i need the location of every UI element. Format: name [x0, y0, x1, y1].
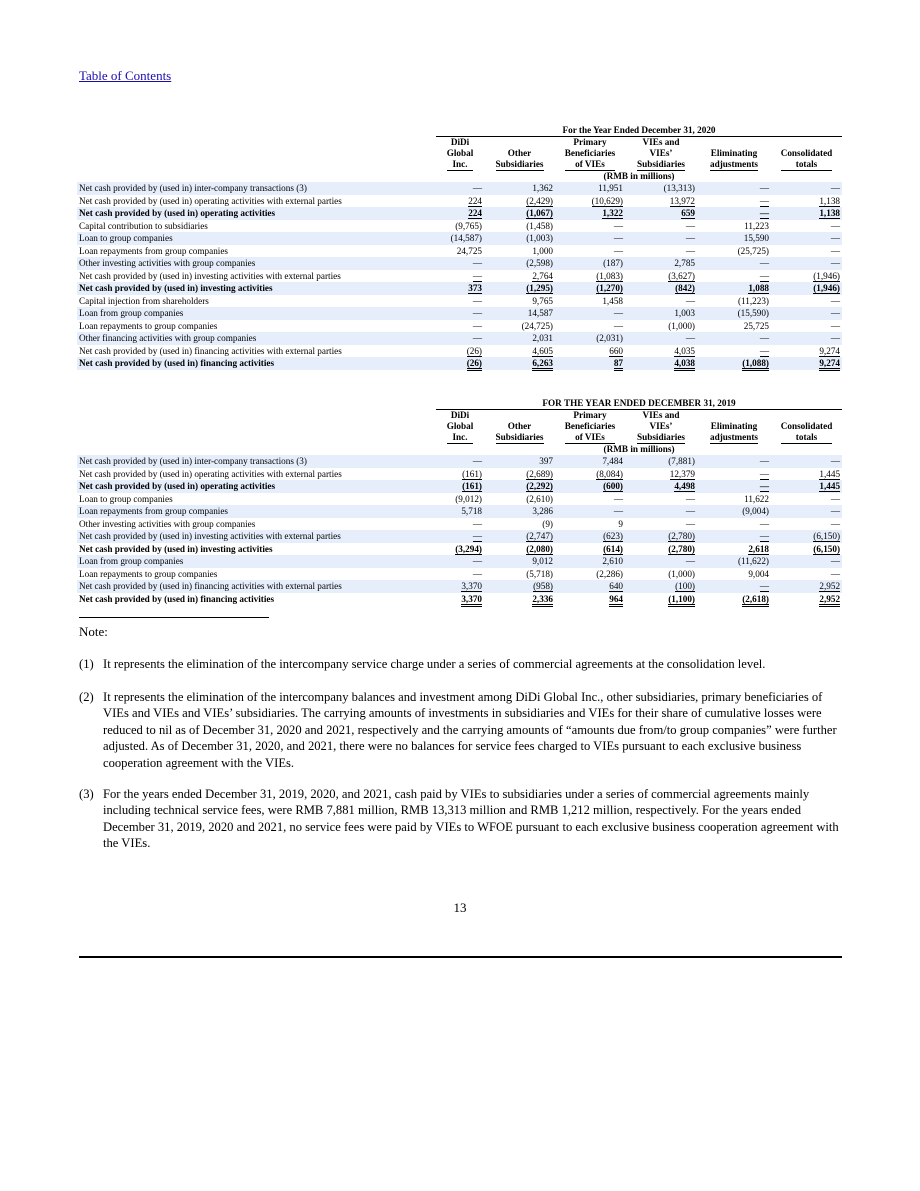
cell-value: (1,458): [526, 220, 553, 231]
cash-flow-table-2019: [77, 398, 842, 605]
cell-value: 2,764: [532, 270, 553, 281]
cell-value: —: [613, 245, 623, 256]
footnote-3: [79, 786, 844, 852]
cell-value: —: [697, 580, 771, 593]
row-label: Net cash provided by (used in) financing activities with external parties: [79, 345, 342, 356]
cell-value: 397: [484, 455, 555, 468]
cell-value: 1,138: [771, 207, 842, 220]
column-header: DiDi Global Inc.: [446, 410, 474, 442]
cell-value: —: [436, 307, 484, 320]
row-label: Net cash provided by (used in) operating activities with external parties: [79, 468, 342, 479]
column-header: Consolidated totals: [780, 148, 833, 169]
cell-value: —: [697, 332, 771, 345]
cell-value: —: [472, 295, 482, 306]
cell-value: 14,587: [484, 307, 555, 320]
footnote-text: It represents the elimination of the intercompany service charge under a series of commercial agreements at the consolidation level.: [103, 657, 766, 671]
cell-value: (6,150): [813, 543, 841, 554]
footnote-number: (1): [79, 657, 94, 671]
cell-value: 1,138: [819, 195, 840, 206]
cell-value: 5,718: [436, 505, 484, 518]
row-label: Net cash provided by (used in) investing activities: [77, 282, 436, 295]
note-divider: [79, 617, 269, 618]
cell-value: (9,765): [455, 220, 482, 231]
cell-value: —: [771, 232, 842, 245]
cell-value: —: [685, 245, 695, 256]
cell-value: —: [759, 345, 769, 356]
cell-value: —: [697, 530, 771, 543]
column-headers: [77, 137, 842, 172]
cell-value: —: [613, 220, 623, 231]
table-row: [77, 282, 842, 295]
cell-value: (9): [542, 518, 553, 529]
cell-value: 11,951: [555, 182, 625, 195]
cell-value: 660: [609, 345, 623, 356]
cell-value: (2,689): [526, 468, 553, 479]
cell-value: —: [697, 182, 771, 195]
table-period-header: FOR THE YEAR ENDED DECEMBER 31, 2019: [436, 398, 842, 410]
footnote-1: [79, 656, 844, 672]
cell-value: (623): [555, 530, 625, 543]
cell-value: 640: [555, 580, 625, 593]
cell-value: (2,780): [668, 543, 695, 554]
row-label: Capital contribution to subsidiaries: [79, 220, 208, 231]
cell-value: —: [830, 320, 840, 331]
footnote-text: For the years ended December 31, 2019, 2020, and 2021, cash paid by VIEs to subsidiaries under a series of commercial agreements mainly including technical service fees, were RMB 7,881 million, RMB 13,313 million and RMB 1,212 million, respectively. For the years ended December 31, 2019, 2020 and 2021, no service fees were paid by VIEs to WFOE pursuant to each exclusive business cooperation agreement with the VIEs.: [103, 787, 839, 851]
cell-value: 2,618: [748, 543, 769, 554]
cell-value: (1,946): [771, 282, 842, 295]
row-label: Loan from group companies: [77, 307, 436, 320]
cell-value: (2,747): [484, 530, 555, 543]
table-row: [77, 593, 842, 606]
cell-value: 964: [555, 593, 625, 606]
cell-value: (3,294): [455, 543, 482, 554]
cell-value: 7,484: [555, 455, 625, 468]
row-label: Net cash provided by (used in) investing activities: [79, 543, 273, 554]
cell-value: (3,627): [668, 270, 695, 281]
cell-value: —: [436, 182, 484, 195]
row-label: Net cash provided by (used in) financing activities: [79, 593, 275, 604]
cell-value: 2,336: [484, 593, 555, 606]
cell-value: 11,223: [744, 220, 769, 231]
cell-value: 659: [625, 207, 697, 220]
cell-value: —: [685, 220, 695, 231]
cell-value: (600): [555, 480, 625, 493]
table-row: [77, 345, 842, 358]
footnote-text: It represents the elimination of the intercompany balances and investment among DiDi Global Inc., other subsidiaries, primary beneficiaries of VIEs and VIEs and VIEs’ subsidiaries. The carrying amounts of investments in subsidiaries and VIEs for their share of cumulative losses were reduced to nil as of December 31, 2020 and 2021, respectively and the carrying amounts of “amounts due from/to group companies” were further adjusted. As of December 31, 2020, and 2021, there were no balances for service fees charged to VIEs pursuant to each exclusive business cooperation agreement with the VIEs.: [103, 690, 837, 770]
column-header: Primary Beneficiaries of VIEs: [564, 410, 616, 442]
row-label: Net cash provided by (used in) investing activities with external parties: [77, 530, 436, 543]
cell-value: —: [759, 468, 769, 479]
row-label: Other financing activities with group companies: [77, 332, 436, 345]
cell-value: (2,618): [697, 593, 771, 606]
column-header: Consolidated totals: [780, 421, 833, 442]
cell-value: (1,100): [625, 593, 697, 606]
page-bottom-rule: [79, 956, 842, 958]
cell-value: (25,725): [737, 245, 769, 256]
cell-value: 9,274: [819, 345, 840, 356]
table-row: [77, 568, 842, 581]
cell-value: (161): [436, 480, 484, 493]
row-label: Net cash provided by (used in) financing activities: [77, 357, 436, 370]
page-number: 13: [453, 900, 467, 915]
cell-value: —: [771, 555, 842, 568]
row-label: Net cash provided by (used in) operating activities with external parties: [79, 195, 342, 206]
cell-value: —: [697, 455, 771, 468]
cell-value: —: [830, 295, 840, 306]
cell-value: (842): [625, 282, 697, 295]
row-label: Capital injection from shareholders: [79, 295, 209, 306]
cell-value: (9,004): [697, 505, 771, 518]
cell-value: 4,038: [625, 357, 697, 370]
table-row: [77, 320, 842, 333]
column-header: Eliminating adjustments: [710, 148, 758, 169]
row-label: Loan to group companies: [77, 232, 436, 245]
cell-value: —: [555, 505, 625, 518]
table-row: [77, 518, 842, 531]
table-row: [77, 232, 842, 245]
cell-value: 87: [555, 357, 625, 370]
cell-value: 2,610: [555, 555, 625, 568]
row-label: Loan to group companies: [79, 493, 173, 504]
cell-value: (24,725): [521, 320, 553, 331]
table-row: [77, 455, 842, 468]
row-label: Other investing activities with group companies: [77, 257, 436, 270]
cell-value: 1,362: [484, 182, 555, 195]
cell-value: (2,780): [625, 530, 697, 543]
cell-value: —: [830, 220, 840, 231]
cell-value: 373: [436, 282, 484, 295]
cell-value: (9,012): [455, 493, 482, 504]
cell-value: —: [771, 505, 842, 518]
table-row: [77, 195, 842, 208]
cell-value: (6,150): [771, 530, 842, 543]
cell-value: 3,370: [436, 593, 484, 606]
column-header: Eliminating adjustments: [710, 421, 758, 442]
cell-value: —: [625, 505, 697, 518]
table-row: [77, 332, 842, 345]
row-label: Loan from group companies: [77, 555, 436, 568]
cell-value: 4,498: [625, 480, 697, 493]
cell-value: —: [685, 518, 695, 529]
cell-value: 1,322: [555, 207, 625, 220]
cell-value: (2,429): [526, 195, 553, 206]
cell-value: —: [555, 232, 625, 245]
table-row: [77, 245, 842, 258]
cell-value: 224: [468, 195, 482, 206]
footnote-number: (3): [79, 787, 94, 801]
cell-value: (958): [484, 580, 555, 593]
cell-value: 4,605: [532, 345, 553, 356]
cell-value: (7,881): [625, 455, 697, 468]
cell-value: —: [685, 493, 695, 504]
note-title: Note:: [79, 624, 108, 639]
column-header: Other Subsidiaries: [495, 148, 544, 169]
cell-value: (1,295): [484, 282, 555, 295]
column-header: Other Subsidiaries: [495, 421, 544, 442]
cell-value: —: [697, 480, 771, 493]
cell-value: (15,590): [697, 307, 771, 320]
cell-value: (187): [555, 257, 625, 270]
cell-value: —: [472, 320, 482, 331]
cell-value: (26): [436, 357, 484, 370]
table-row: [77, 580, 842, 593]
cell-value: —: [472, 270, 482, 281]
cell-value: (1,083): [596, 270, 623, 281]
row-label: Loan repayments from group companies: [79, 245, 228, 256]
cell-value: —: [759, 518, 769, 529]
row-label: Other investing activities with group companies: [79, 518, 256, 529]
cell-value: —: [697, 207, 771, 220]
cell-value: (8,084): [596, 468, 623, 479]
row-label: Net cash provided by (used in) investing activities with external parties: [79, 270, 341, 281]
cell-value: (5,718): [526, 568, 553, 579]
cell-value: (2,286): [596, 568, 623, 579]
cell-value: 2,031: [484, 332, 555, 345]
table-row: [77, 493, 842, 506]
cell-value: 9: [618, 518, 623, 529]
table-row: [77, 220, 842, 233]
cell-value: 1,000: [532, 245, 553, 256]
cell-value: 3,370: [436, 580, 484, 593]
cell-value: (161): [462, 468, 482, 479]
cell-value: 9,004: [748, 568, 769, 579]
cash-flow-table-2020: [77, 125, 842, 370]
cell-value: —: [436, 332, 484, 345]
table-row: [77, 480, 842, 493]
table-row: [77, 307, 842, 320]
footnote-2: [79, 689, 844, 771]
cell-value: —: [759, 195, 769, 206]
table-row: [77, 468, 842, 481]
cell-value: (1,000): [668, 320, 695, 331]
cell-value: 1,458: [602, 295, 623, 306]
table-of-contents-link[interactable]: Table of Contents: [79, 68, 172, 83]
table-row: [77, 555, 842, 568]
row-label: Loan repayments to group companies: [79, 320, 218, 331]
cell-value: (1,088): [697, 357, 771, 370]
cell-value: 15,590: [697, 232, 771, 245]
cell-value: —: [436, 530, 484, 543]
cell-value: 224: [436, 207, 484, 220]
cell-value: (1,003): [484, 232, 555, 245]
cell-value: (614): [603, 543, 623, 554]
cell-value: 25,725: [743, 320, 769, 331]
cell-value: (1,067): [484, 207, 555, 220]
cell-value: 9,765: [532, 295, 553, 306]
table-row: [77, 530, 842, 543]
cell-value: 4,035: [674, 345, 695, 356]
cell-value: —: [830, 493, 841, 504]
cell-value: —: [771, 455, 842, 468]
cell-value: —: [697, 257, 771, 270]
cell-value: —: [830, 518, 841, 529]
cell-value: (100): [625, 580, 697, 593]
cell-value: —: [759, 270, 769, 281]
cell-value: (2,610): [526, 493, 553, 504]
cell-value: —: [830, 245, 840, 256]
cell-value: 2,952: [771, 580, 842, 593]
cell-value: —: [771, 307, 842, 320]
row-label: Net cash provided by (used in) operating activities: [77, 207, 436, 220]
cell-value: —: [625, 332, 697, 345]
cell-value: —: [830, 568, 841, 579]
row-label: Net cash provided by (used in) inter-company transactions (3): [77, 182, 436, 195]
table-row: [77, 270, 842, 283]
cell-value: —: [613, 320, 623, 331]
column-header: Primary Beneficiaries of VIEs: [564, 137, 616, 169]
cell-value: (14,587): [436, 232, 484, 245]
cell-value: (1,946): [813, 270, 840, 281]
cell-value: (11,223): [737, 295, 769, 306]
cell-value: —: [625, 232, 697, 245]
cell-value: 12,379: [669, 468, 695, 479]
cell-value: —: [613, 493, 623, 504]
column-header: VIEs and VIEs’ Subsidiaries: [637, 410, 685, 442]
cell-value: 1,445: [771, 480, 842, 493]
cell-value: 2,785: [625, 257, 697, 270]
cell-value: (2,598): [484, 257, 555, 270]
cell-value: (10,629): [591, 195, 623, 206]
table-row: [77, 295, 842, 308]
cell-value: —: [436, 555, 484, 568]
cell-value: 1,445: [819, 468, 841, 479]
table-row: [77, 505, 842, 518]
cell-value: (1,000): [668, 568, 695, 579]
table-period-header: For the Year Ended December 31, 2020: [436, 125, 842, 137]
table-row: [77, 543, 842, 556]
cell-value: 24,725: [456, 245, 482, 256]
cell-value: (2,080): [526, 543, 553, 554]
row-label: Net cash provided by (used in) financing activities with external parties: [77, 580, 436, 593]
cell-value: —: [771, 182, 842, 195]
cell-value: (11,622): [697, 555, 771, 568]
cell-value: —: [472, 568, 482, 579]
cell-value: 13,972: [669, 195, 695, 206]
table-row: [77, 357, 842, 370]
cell-value: 9,274: [771, 357, 842, 370]
cell-value: —: [436, 455, 484, 468]
cell-value: (13,313): [625, 182, 697, 195]
cell-value: —: [472, 518, 482, 529]
column-headers: [77, 410, 842, 445]
cell-value: —: [436, 257, 484, 270]
cell-value: (2,292): [484, 480, 555, 493]
row-label: Net cash provided by (used in) operating activities: [77, 480, 436, 493]
table-row: [77, 257, 842, 270]
row-label: Loan repayments to group companies: [79, 568, 218, 579]
cell-value: —: [685, 295, 695, 306]
cell-value: —: [771, 332, 842, 345]
column-header: VIEs and VIEs’ Subsidiaries: [637, 137, 685, 169]
column-header: DiDi Global Inc.: [446, 137, 474, 169]
unit-label: (RMB in millions): [603, 444, 675, 454]
unit-label: (RMB in millions): [603, 171, 675, 181]
cell-value: 2,952: [771, 593, 842, 606]
cell-value: 3,286: [484, 505, 555, 518]
cell-value: —: [555, 307, 625, 320]
cell-value: (26): [466, 345, 482, 356]
row-label: Net cash provided by (used in) inter-company transactions (3): [77, 455, 436, 468]
cell-value: 6,263: [484, 357, 555, 370]
row-label: Loan repayments from group companies: [77, 505, 436, 518]
cell-value: —: [625, 555, 697, 568]
cell-value: (2,031): [555, 332, 625, 345]
cell-value: —: [771, 257, 842, 270]
cell-value: 1,088: [697, 282, 771, 295]
table-row: [77, 207, 842, 220]
table-row: [77, 182, 842, 195]
cell-value: 9,012: [484, 555, 555, 568]
cell-value: 1,003: [625, 307, 697, 320]
cell-value: 11,622: [744, 493, 769, 504]
cell-value: (1,270): [555, 282, 625, 295]
footnote-number: (2): [79, 690, 94, 704]
